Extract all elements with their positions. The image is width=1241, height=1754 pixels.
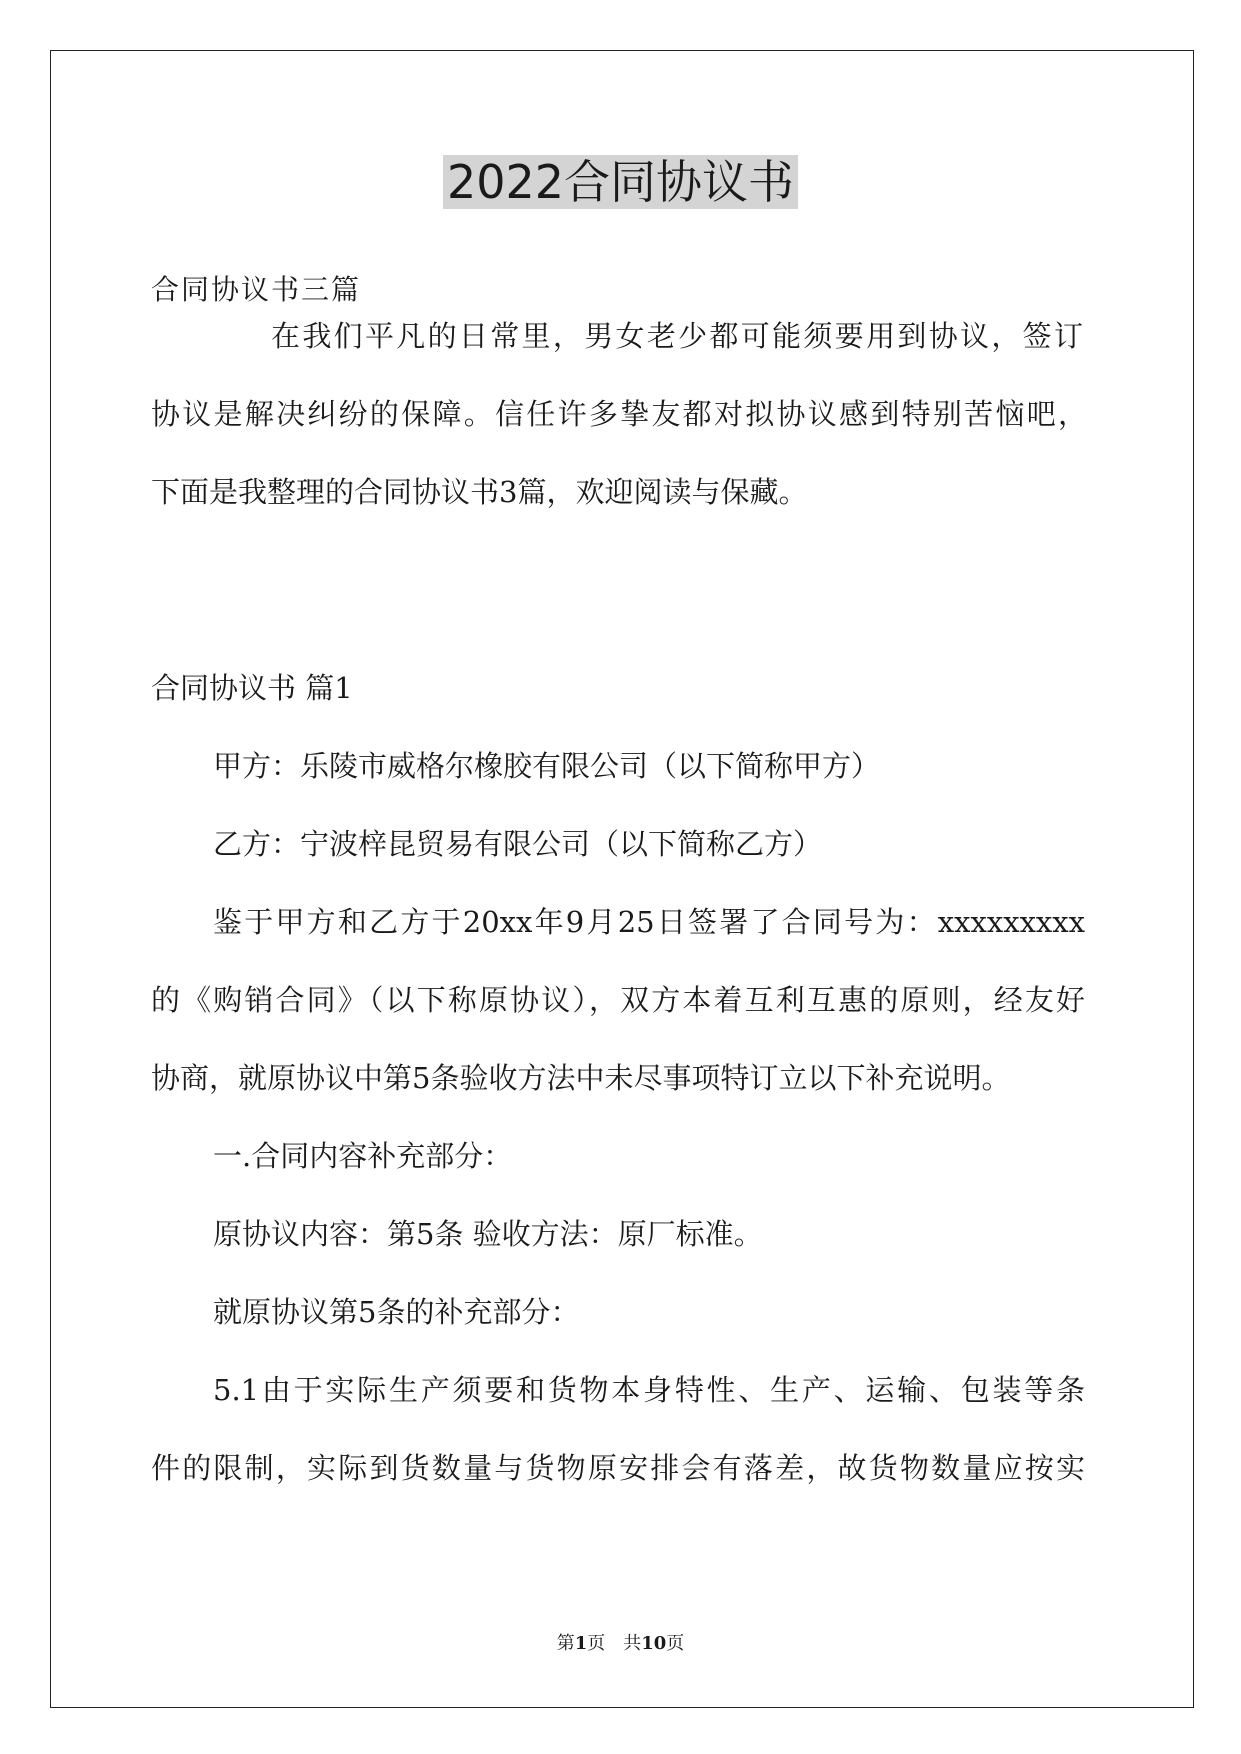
footer-mid: 页 共 — [587, 1633, 642, 1654]
supplement-heading: 就原协议第5条的补充部分： — [213, 1295, 580, 1329]
section-heading: 合同协议书 篇1 — [151, 671, 353, 705]
footer-prefix: 第 — [556, 1633, 575, 1654]
item-1-heading: 一.合同内容补充部分： — [213, 1139, 513, 1173]
clause-5-1-line-2: 件的限制，实际到货数量与货物原安排会有落差，故货物数量应按实 — [151, 1451, 1085, 1485]
intro-line-2: 协议是解决纠纷的保障。信任许多挚友都对拟协议感到特别苦恼吧， — [151, 397, 1087, 431]
footer-page-current: 1 — [574, 1633, 588, 1654]
clause-5-1-line-1: 5.1由于实际生产须要和货物本身特性、生产、运输、包装等条 — [213, 1373, 1085, 1407]
whereas-line-2: 的《购销合同》（以下称原协议），双方本着互利互惠的原则，经友好 — [151, 983, 1085, 1017]
original-content: 原协议内容：第5条 验收方法：原厂标准。 — [213, 1217, 763, 1251]
party-a: 甲方：乐陵市威格尔橡胶有限公司（以下简称甲方） — [213, 749, 881, 783]
footer-suffix: 页 — [666, 1633, 685, 1654]
footer-page-total: 10 — [641, 1633, 667, 1654]
party-b: 乙方：宁波梓昆贸易有限公司（以下简称乙方） — [213, 827, 823, 861]
intro-line-1: 在我们平凡的日常里，男女老少都可能须要用到协议，签订 — [271, 319, 1083, 353]
page-footer — [0, 1632, 1241, 1656]
document-title — [0, 152, 1241, 212]
whereas-line-1: 鉴于甲方和乙方于20xx年9月25日签署了合同号为：xxxxxxxxx — [213, 905, 1085, 939]
whereas-line-3: 协商，就原协议中第5条验收方法中未尽事项特订立以下补充说明。 — [151, 1061, 1011, 1095]
intro-line-3: 下面是我整理的合同协议书3篇，欢迎阅读与保藏。 — [151, 475, 808, 509]
document-title-text: 2022合同协议书 — [443, 155, 798, 209]
document-subtitle: 合同协议书三篇 — [151, 273, 362, 306]
